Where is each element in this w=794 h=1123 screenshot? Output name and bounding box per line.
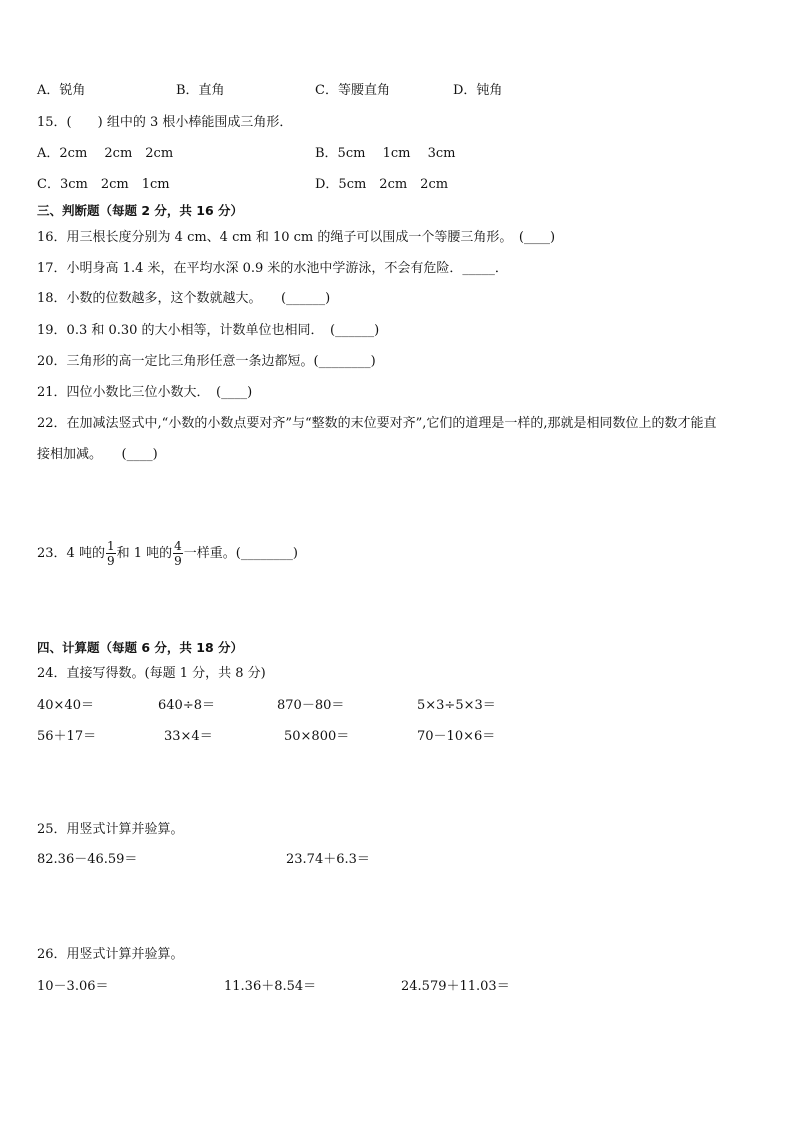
q14-option-c: C．等腰直角 [315, 83, 390, 98]
fraction-denominator: 9 [106, 554, 115, 568]
q23-suffix: 一样重。(________) [183, 546, 298, 561]
q14-option-d: D．钝角 [453, 83, 503, 98]
fraction-one-ninth [106, 539, 116, 568]
q14-option-a: A．锐角 [37, 83, 86, 98]
q23-middle: 和 1 吨的 [116, 546, 173, 561]
q26-item: 10－3.06＝ [37, 979, 109, 994]
q20: 20．三角形的高一定比三角形任意一条边都短。(________) [37, 354, 376, 369]
q24-item: 870－80＝ [277, 698, 345, 713]
q16: 16．用三根长度分别为 4 cm、4 cm 和 10 cm 的绳子可以围成一个等腰三角形。 (____) [37, 230, 556, 245]
fraction-numerator: 4 [174, 539, 182, 553]
q21: 21．四位小数比三位小数大． (____) [37, 385, 253, 400]
q24-item: 5×3÷5×3＝ [417, 698, 496, 713]
fraction-four-ninths [173, 539, 183, 568]
q15-option-a: A．2cm 2cm 2cm [37, 146, 174, 161]
q26-item: 24.579＋11.03＝ [401, 979, 510, 994]
q26-stem: 26．用竖式计算并验算。 [37, 947, 184, 962]
q15-option-d: D．5cm 2cm 2cm [315, 177, 449, 192]
q24-item: 40×40＝ [37, 698, 94, 713]
q24-item: 50×800＝ [284, 729, 350, 744]
q23-prefix: 23．4 吨的 [37, 546, 105, 561]
q14-option-b: B．直角 [176, 83, 225, 98]
q24-stem: 24．直接写得数。(每题 1 分，共 8 分) [37, 666, 266, 681]
q19: 19．0.3 和 0.30 的大小相等，计数单位也相同． (______) [37, 323, 380, 338]
q15-option-b: B．5cm 1cm 3cm [315, 146, 456, 161]
fraction-denominator: 9 [174, 554, 182, 568]
q17: 17．小明身高 1.4 米，在平均水深 0.9 米的水池中学游泳，不会有危险．_____． [37, 261, 508, 276]
q24-item: 56＋17＝ [37, 729, 97, 744]
q24-item: 70－10×6＝ [417, 729, 496, 744]
q25-stem: 25．用竖式计算并验算。 [37, 822, 184, 837]
q23 [37, 534, 298, 574]
q25-item: 82.36－46.59＝ [37, 852, 138, 867]
section4-heading: 四、计算题（每题 6 分，共 18 分） [37, 640, 244, 655]
q24-item: 33×4＝ [164, 729, 213, 744]
q15-option-c: C．3cm 2cm 1cm [37, 177, 170, 192]
q24-item: 640÷8＝ [158, 698, 215, 713]
q18: 18．小数的位数越多，这个数就越大。 (______) [37, 291, 331, 306]
q25-item: 23.74＋6.3＝ [286, 852, 370, 867]
q22-line2: 接相加减。 (____) [37, 447, 158, 462]
q26-item: 11.36＋8.54＝ [224, 979, 317, 994]
section3-heading: 三、判断题（每题 2 分，共 16 分） [37, 203, 244, 218]
fraction-numerator: 1 [106, 539, 115, 553]
q15-stem: 15．( ) 组中的 3 根小棒能围成三角形． [37, 115, 293, 130]
q22-line1: 22．在加减法竖式中,“小数的小数点要对齐”与“整数的末位要对齐”,它们的道理是一样的,那就是相同数位上的数才能直 [37, 416, 717, 431]
